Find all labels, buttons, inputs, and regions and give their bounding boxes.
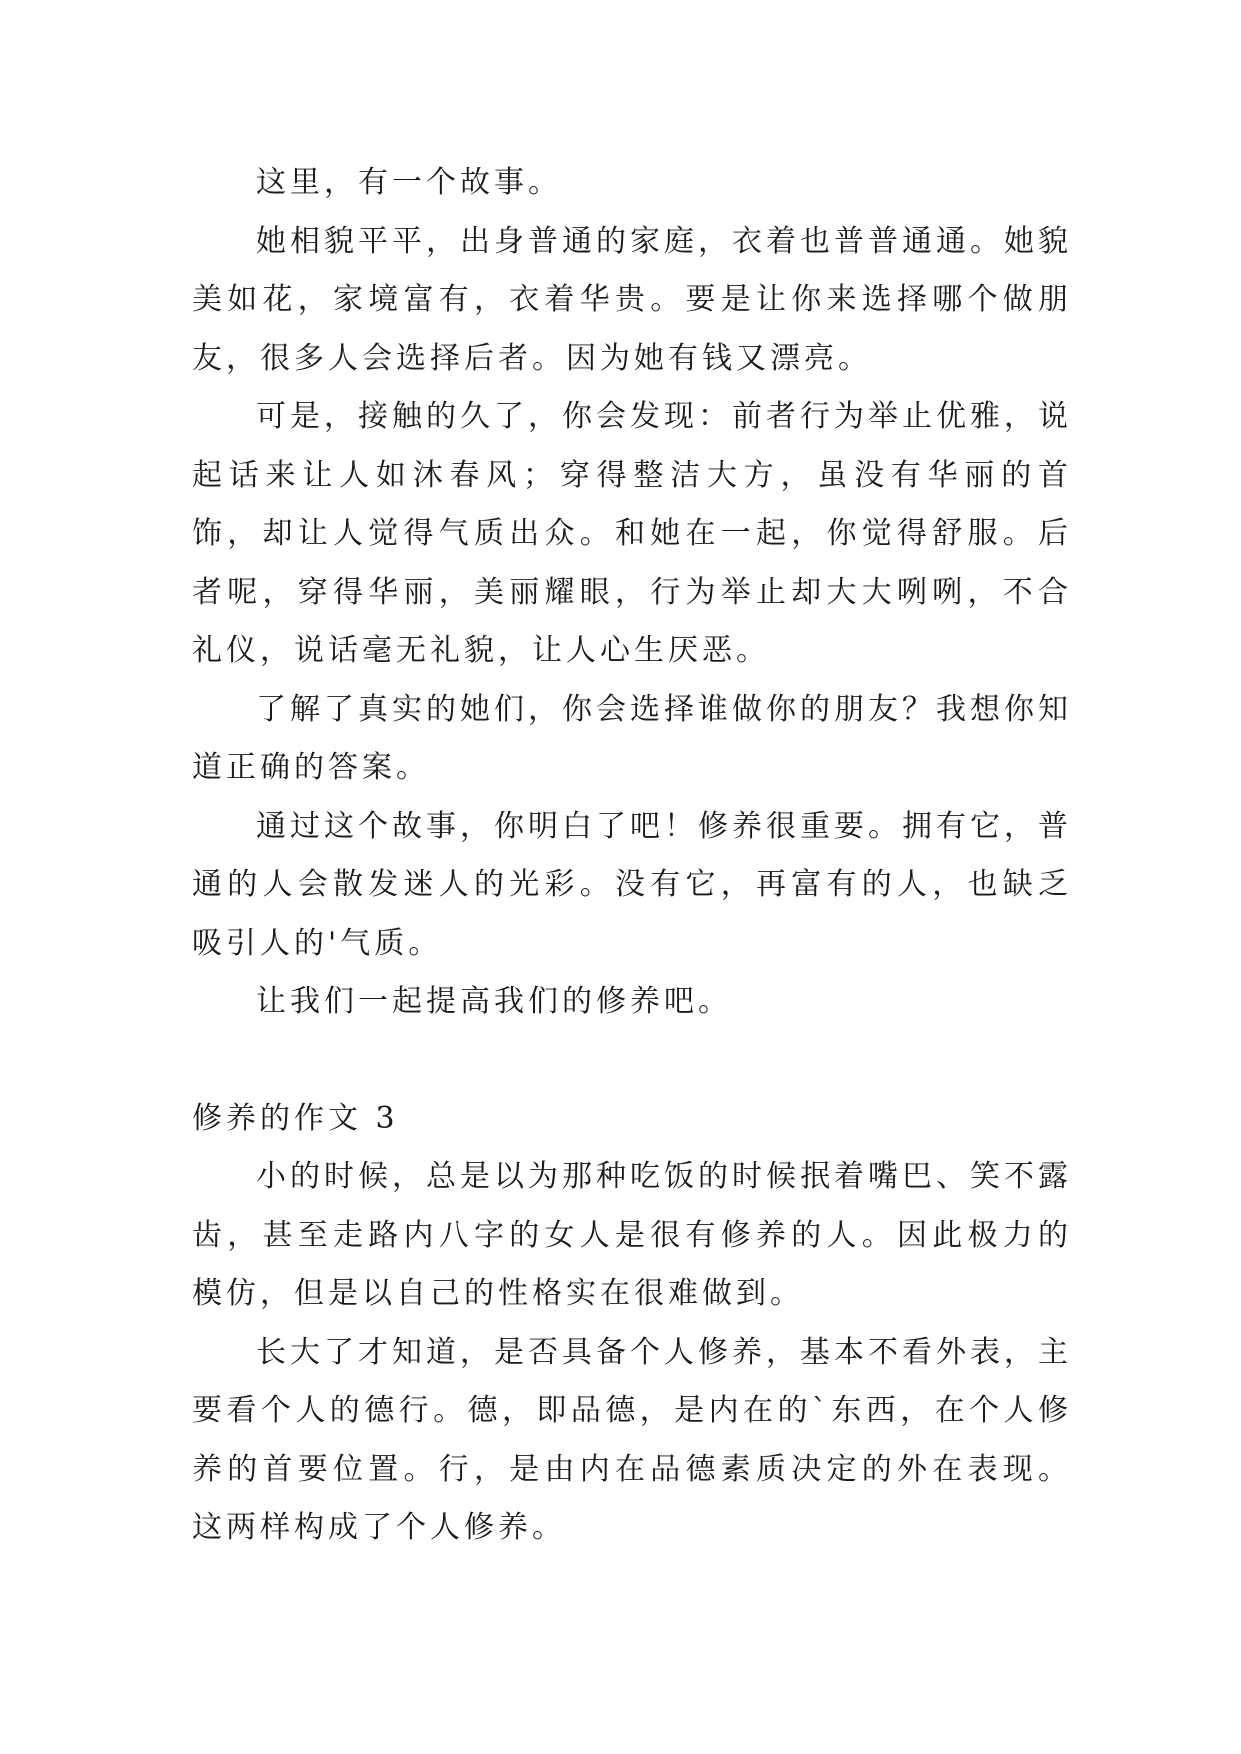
- paragraph: 小的时候，总是以为那种吃饭的时候抿着嘴巴、笑不露齿，甚至走路内八字的女人是很有修养的人。因此极力的模仿，但是以自己的性格实在很难做到。: [192, 1159, 1072, 1311]
- paragraph: 长大了才知道，是否具备个人修养，基本不看外表，主要看个人的德行。德，即品德，是内在的`东西，在个人修养的首要位置。行，是由内在品德素质决定的外在表现。这两样构成了个人修养。: [192, 1334, 1072, 1545]
- paragraph: 可是，接触的久了，你会发现：前者行为举止优雅，说起话来让人如沐春风；穿得整洁大方，虽没有华丽的首饰，却让人觉得气质出众。和她在一起，你觉得舒服。后者呢，穿得华丽，美丽耀眼，行为举止却大大咧咧，不合礼仪，说话毫无礼貌，让人心生厌恶。: [192, 399, 1072, 668]
- section-heading: 修养的作文 3: [192, 1100, 399, 1136]
- paragraph: 通过这个故事，你明白了吧！修养很重要。拥有它，普通的人会散发迷人的光彩。没有它，再富有的人，也缺乏吸引人的'气质。: [192, 808, 1072, 961]
- paragraph: 这里，有一个故事。: [256, 165, 562, 200]
- paragraph: 让我们一起提高我们的修养吧。: [256, 984, 732, 1019]
- paragraph: 了解了真实的她们，你会选择谁做你的朋友？我想你知道正确的答案。: [192, 691, 1072, 785]
- document-body: [192, 154, 1072, 1558]
- paragraph: 她相貌平平，出身普通的家庭，衣着也普普通通。她貌美如花，家境富有，衣着华贵。要是让你来选择哪个做朋友，很多人会选择后者。因为她有钱又漂亮。: [192, 223, 1072, 376]
